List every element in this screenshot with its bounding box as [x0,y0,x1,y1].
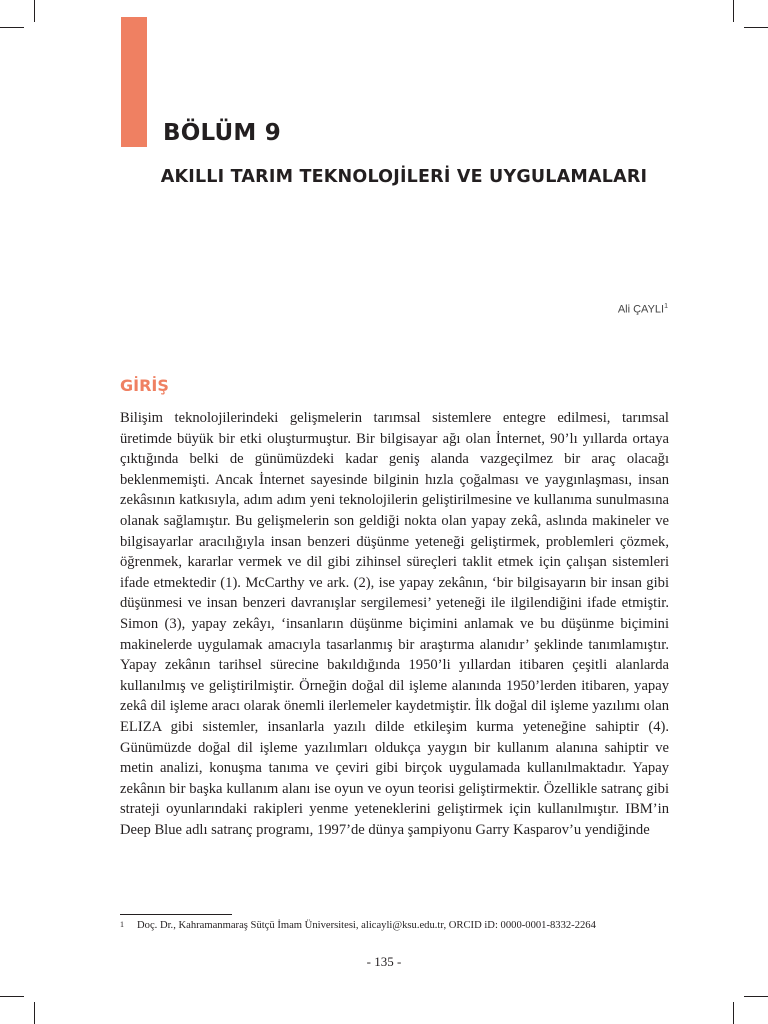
crop-mark-bottom-right-v [733,1002,734,1024]
crop-mark-top-left-h [0,27,24,28]
footnote-divider [120,914,232,915]
crop-mark-top-right-h [744,27,768,28]
crop-mark-top-left-v [34,0,35,22]
body-paragraph: Bilişim teknolojilerindeki gelişmelerin tarımsal sistemlere entegre edilmesi, tarımsal üretimde büyük bir etki oluşturmuştur. Bir bilgisayar ağı olan İnternet, 90’lı yıllarda ortaya çıktığında belki de günümüzdeki kadar geniş alanda vazgeçilmez bir araç olacağı beklenmemişti. Ancak İnternet sayesinde bilginin hızla çoğalması ve yaygınlaşması, insan zekâsının katkısıyla, adım adım yeni teknolojilerin geliştirilmesine ve kullanıma sunulmasına olanak sağlamıştır. Bu gelişmelerin son geldiği nokta olan yapay zekâ, aslında makineler ve bilgisayarlar aracılığıyla insan benzeri düşünme yeteneği geliştirmek, problemleri çözmek, öğrenmek, kararlar vermek ve dil gibi zihinsel süreçleri taklit etmek için çalışan sistemleri ifade etmektedir (1). McCarthy ve ark. (2), ise yapay zekânın, ‘bir bilgisayarın bir insan gibi düşünmesi ve insan benzeri davranışlar sergilemesi’ yeteneği ile ilgilendiğini ifade etmiştir. Simon (3), yapay zekâyı, ‘insanların düşünme biçimini anlamak ve bu düşünme biçimini makinelerde uygulamak amacıyla tasarlanmış bir araştırma alanıdır’ şeklinde tanımlamıştır. Yapay zekânın tarihsel sürecine bakıldığında 1950’li yıllardan itibaren çeşitli alanlarda kullanılmış ve geliştirilmiştir. Örneğin doğal dil işleme alanında 1950’lerden itibaren, yapay zekâ dil işleme aracı olarak önemli ilerlemeler kaydetmiştir. İlk doğal dil işleme yazılımı olan ELIZA gibi sistemler, insanlarla yazılı dilde etkileşim kurma yeteneğine sahiptir (4). Günümüzde doğal dil işleme yazılımları oldukça yaygın bir kullanım alanına sahiptir ve metin analizi, konuşma tanıma ve çeviri gibi birçok uygulamada kullanılmaktadır. Yapay zekânın bir başka kullanım alanı ise oyun ve oyun teorisi geliştirmektir. Özellikle satranç gibi strateji oyunlarındaki rakipleri yenme yeteneklerini geliştirmek için kullanılmıştır. IBM’in Deep Blue adlı satranç programı, 1997’de dünya şampiyonu Garry Kasparov’u yendiğinde [120,410,669,838]
crop-mark-bottom-left-h [0,996,24,997]
author-line [618,303,668,316]
footnote-mark: 1 [120,920,124,929]
chapter-title: AKILLI TARIM TEKNOLOJİLERİ VE UYGULAMALARI [160,167,648,187]
footnote-text: Doç. Dr., Kahramanmaraş Sütçü İmam Üniversitesi, alicayli@ksu.edu.tr, ORCID iD: 0000-0001-8332-2264 [137,920,596,931]
footnote [120,920,680,931]
author-footnote-ref[interactable]: 1 [664,303,668,310]
author-name: Ali ÇAYLI [617,303,665,316]
crop-mark-top-right-v [733,0,734,22]
chapter-accent-bar [121,17,147,147]
crop-mark-bottom-left-v [34,1002,35,1024]
chapter-label: BÖLÜM 9 [163,120,281,146]
page-number: - 135 - [366,954,402,969]
crop-mark-bottom-right-h [744,996,768,997]
section-heading: GİRİŞ [120,376,169,395]
